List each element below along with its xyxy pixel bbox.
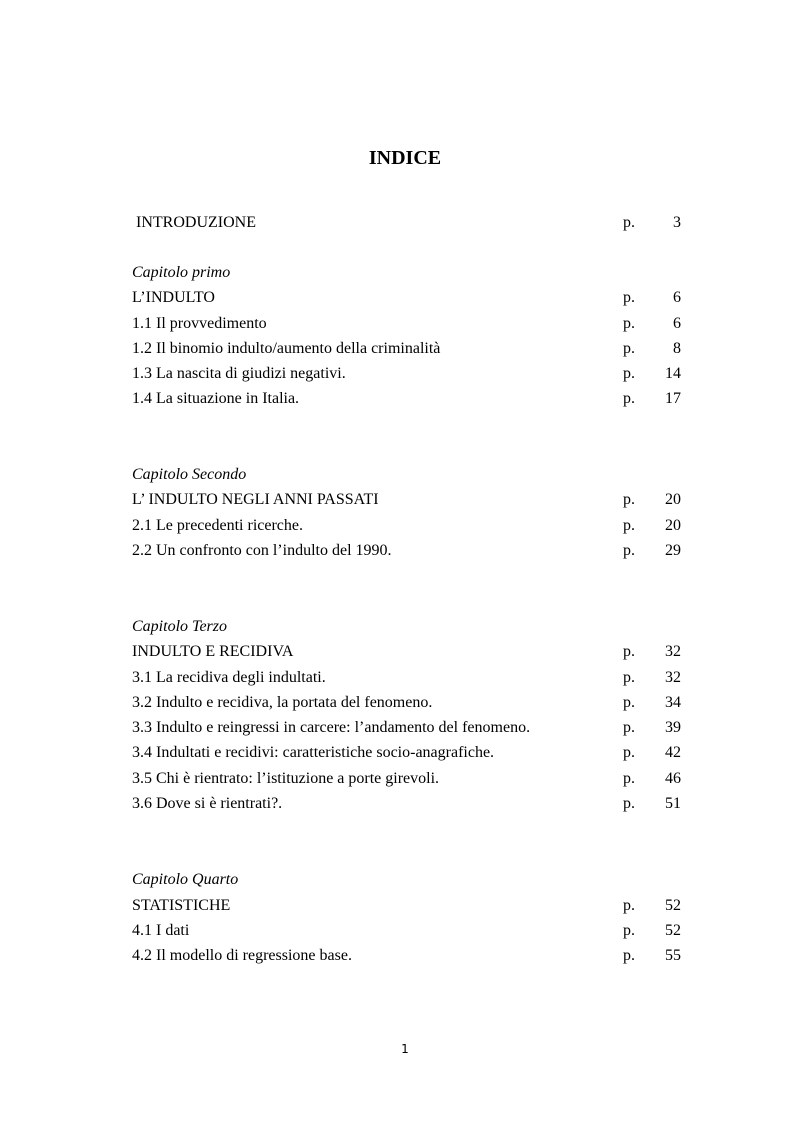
toc-entry: [132, 489, 681, 511]
toc-entry: [132, 515, 681, 537]
chapter-heading-secondo: Capitolo Secondo: [132, 466, 247, 483]
toc-entry-label: 2.1 Le precedenti ricerche.: [132, 517, 304, 534]
page-prefix: p.: [623, 542, 635, 559]
page-prefix: p.: [623, 315, 635, 332]
page-prefix: p.: [623, 340, 635, 357]
toc-entry: [132, 717, 681, 739]
toc-entry-label: 2.2 Un confronto con l’indulto del 1990.: [132, 542, 392, 559]
toc-entry: [132, 641, 681, 663]
chapter-heading-primo: Capitolo primo: [132, 264, 231, 281]
page-prefix: p.: [623, 390, 635, 407]
page-prefix: p.: [623, 947, 635, 964]
toc-entry-label: INDULTO E RECIDIVA: [132, 643, 294, 660]
page-prefix: p.: [623, 214, 635, 231]
page-number: 14: [665, 365, 681, 382]
toc-entry: [132, 793, 681, 815]
toc-entry: [132, 388, 681, 410]
page-title: INDICE: [368, 147, 442, 169]
page-number: 42: [665, 744, 681, 761]
toc-entry-label: 3.2 Indulto e recidiva, la portata del fenomeno.: [132, 694, 433, 711]
toc-entry: [132, 313, 681, 335]
footer-page-number: 1: [401, 1042, 409, 1056]
page-number: 32: [665, 643, 681, 660]
toc-entry: [132, 287, 681, 309]
page-number: 20: [665, 491, 681, 508]
toc-entry-label: 1.1 Il provvedimento: [132, 315, 267, 332]
toc-entry-label: 1.2 Il binomio indulto/aumento della criminalità: [132, 340, 441, 357]
page-number: 6: [673, 315, 681, 332]
chapter-heading-quarto: Capitolo Quarto: [132, 871, 239, 888]
toc-entry: [132, 692, 681, 714]
toc-entry: [132, 338, 681, 360]
page-number: 3: [673, 214, 681, 231]
page-number: 39: [665, 719, 681, 736]
page-number: 8: [673, 340, 681, 357]
toc-entry: [132, 540, 681, 562]
page-number: 29: [665, 542, 681, 559]
page-prefix: p.: [623, 365, 635, 382]
toc-entry-label: 1.3 La nascita di giudizi negativi.: [132, 365, 346, 382]
page-number: 52: [665, 922, 681, 939]
page-number: 20: [665, 517, 681, 534]
page-prefix: p.: [623, 719, 635, 736]
page-prefix: p.: [623, 744, 635, 761]
toc-entry-label: L’INDULTO: [132, 289, 215, 306]
toc-entry-label: 4.2 Il modello di regressione base.: [132, 947, 352, 964]
page-prefix: p.: [623, 770, 635, 787]
toc-entry-label: 3.3 Indulto e reingressi in carcere: l’andamento del fenomeno.: [132, 719, 531, 736]
toc-entry: [132, 920, 681, 942]
page-prefix: p.: [623, 897, 635, 914]
toc-entry-label: 3.1 La recidiva degli indultati.: [132, 669, 326, 686]
toc-entry-label: 3.6 Dove si è rientrati?.: [132, 795, 283, 812]
toc-entry: [132, 667, 681, 689]
page-prefix: p.: [623, 694, 635, 711]
page-number: 55: [665, 947, 681, 964]
page-number: 34: [665, 694, 681, 711]
page-number: 52: [665, 897, 681, 914]
toc-entry: [132, 768, 681, 790]
chapter-heading-terzo: Capitolo Terzo: [132, 618, 227, 635]
page-prefix: p.: [623, 517, 635, 534]
page-prefix: p.: [623, 669, 635, 686]
page-prefix: p.: [623, 643, 635, 660]
toc-entry: [132, 742, 681, 764]
toc-entry: [132, 945, 681, 967]
page-number: 6: [673, 289, 681, 306]
toc-entry-introduzione: [132, 212, 681, 234]
toc-entry-label: STATISTICHE: [132, 897, 231, 914]
toc-entry-label: 1.4 La situazione in Italia.: [132, 390, 300, 407]
page-number: 46: [665, 770, 681, 787]
toc-entry-label: 3.4 Indultati e recidivi: caratteristiche socio-anagrafiche.: [132, 744, 495, 761]
page-number: 51: [665, 795, 681, 812]
toc-entry: [132, 895, 681, 917]
toc-entry-label: INTRODUZIONE: [136, 214, 256, 231]
toc-entry-label: 4.1 I dati: [132, 922, 190, 939]
page-prefix: p.: [623, 795, 635, 812]
page-prefix: p.: [623, 289, 635, 306]
toc-entry: [132, 363, 681, 385]
toc-entry-label: 3.5 Chi è rientrato: l’istituzione a porte girevoli.: [132, 770, 440, 787]
page-number: 32: [665, 669, 681, 686]
page-prefix: p.: [623, 491, 635, 508]
page-number: 17: [665, 390, 681, 407]
toc-entry-label: L’ INDULTO NEGLI ANNI PASSATI: [132, 491, 379, 508]
page-prefix: p.: [623, 922, 635, 939]
